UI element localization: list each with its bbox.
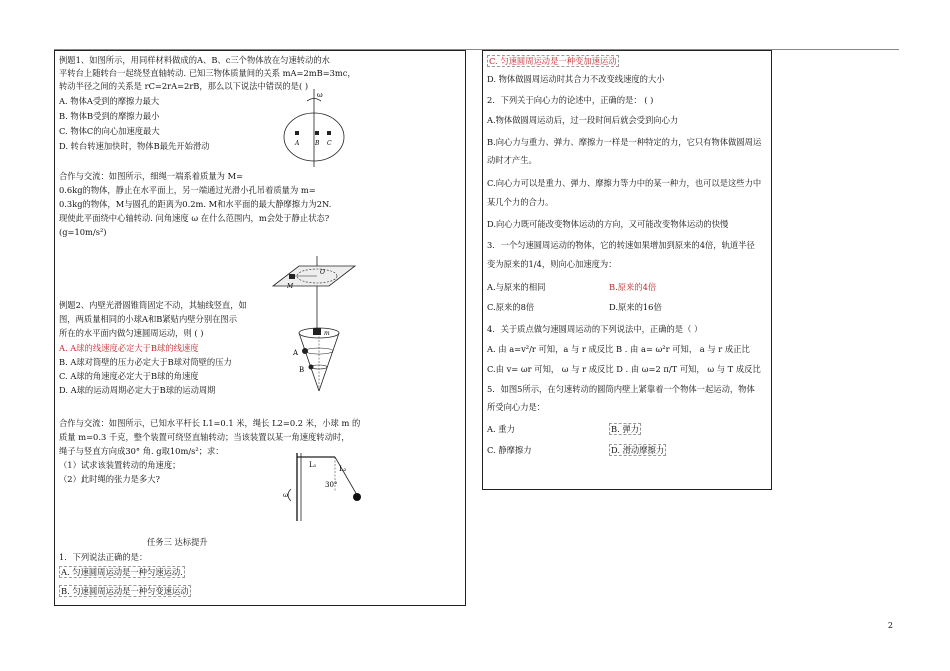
coop1-line: 0.6kg的物体，静止在水平面上，另一端通过光滑小孔吊着质量为 m= xyxy=(59,185,316,195)
q4-stem: 4．关于质点做匀速圆周运动的下列说法中，正确的是（ ） xyxy=(487,324,703,334)
q3-option-a: A.与原来的相同 xyxy=(487,282,546,292)
coop1-line: 现使此平面绕中心轴转动. 问角速度 ω 在什么范围内，m会处于静止状态? xyxy=(59,213,330,223)
ex1-line: 例题1、如图所示，用同样材料做成的A、B、c三个物体放在匀速转动的水 xyxy=(59,55,330,65)
label-big-m: M xyxy=(287,283,294,290)
ex2-line: 例题2、内壁光滑圆锥筒固定不动，其轴线竖直，如 xyxy=(59,300,247,310)
ex2-line: 图，两质量相同的小球A和B紧贴内壁分别在图示 xyxy=(59,314,238,324)
q1-option-b: B. 匀速圆周运动是一种匀变速运动 xyxy=(61,586,189,596)
q4-option-cd: C.由 v= ωr 可知， ω 与 r 成反比 D . 由 ω=2 π/T 可知， ω 与 T 成反比 xyxy=(487,364,761,374)
q2-option-a: A.物体做圆周运动后，过一段时间后就会受到向心力 xyxy=(487,115,679,125)
coop2-line: （1）试求该装置转动的角速度； xyxy=(59,460,181,470)
q3-stem-cont: 变为原来的1/4，则向心加速度为： xyxy=(487,259,617,269)
coop2-line: （2）此时绳的张力是多大? xyxy=(59,474,160,484)
ex1-option-b: B. 物体B受到的摩擦力最小 xyxy=(59,111,160,121)
omega-label: ω xyxy=(317,91,323,99)
q1-option-a: A. 匀速圆周运动是一种匀速运动. xyxy=(61,567,183,577)
q2-stem: 2．下列关于向心力的论述中，正确的是： ( ) xyxy=(487,95,654,105)
label-b: B xyxy=(315,140,320,147)
q2-option-c-cont: 某几个力的合力。 xyxy=(487,197,554,207)
ex2-option-b: B. A球对筒壁的压力必定大于B球对筒壁的压力 xyxy=(59,357,232,367)
label-o: O xyxy=(320,269,325,276)
ex2-option-a: A. A球的线速度必定大于B球的线速度 xyxy=(59,343,199,353)
rod-pendulum-figure xyxy=(277,451,367,523)
ex2-option-d: D. A球的运动周期必定大于B球的运动周期 xyxy=(59,385,216,395)
ex2-line: 所在的水平面内做匀速圆周运动，则 ( ) xyxy=(59,328,204,338)
l2-label: L₂ xyxy=(339,465,347,473)
q1-stem: 1．下列说法正确的是： xyxy=(59,552,148,562)
ex1-option-d: D. 转台转速加快时，物体B最先开始滑动 xyxy=(59,141,210,151)
angle-label: 30° xyxy=(325,481,338,489)
q2-option-d: D.向心力既可能改变物体运动的方向，又可能改变物体运动的快慢 xyxy=(487,219,729,229)
coop2-line: 绳子与竖直方向成30° 角. g取10m/s²；求： xyxy=(59,446,224,456)
left-column xyxy=(54,50,466,606)
ex2-option-c: C. A球的角速度必定大于B球的角速度 xyxy=(59,371,199,381)
label-small-m: m xyxy=(324,330,330,337)
turntable-figure xyxy=(279,87,349,169)
label-c: C xyxy=(327,140,332,147)
coop2-line: 质量 m=0.3 千克，整个装置可绕竖直轴转动；当该装置以某一角速度转动时， xyxy=(59,432,350,442)
coop2-line: 合作与交流：如图所示，已知水平杆长 L1=0.1 米，绳长 L2=0.2 米，小球 m 的 xyxy=(59,418,361,428)
coop1-line: 合作与交流：如图所示，细绳一端系着质量为 M= xyxy=(59,171,244,181)
l1-label: L₁ xyxy=(309,461,317,469)
q5-option-b: B. 弹力 xyxy=(611,424,639,434)
q5-stem: 5．如图5所示，在匀速转动的圆筒内壁上紧靠着一个物体一起运动，物体 xyxy=(487,384,755,394)
omega2-label: ω xyxy=(283,492,288,499)
q4-option-ab: A. 由 a=v²/r 可知，a 与 r 成反比 B . 由 a= ω²r 可知， a 与 r 成正比 xyxy=(487,344,750,354)
q2-option-c: C.向心力可以是重力、弹力、摩擦力等力中的某一种力，也可以是这些力中 xyxy=(487,178,762,188)
q5-option-c: C. 静摩擦力 xyxy=(487,445,532,455)
q5-option-a: A. 重力 xyxy=(487,424,515,434)
ex1-option-a: A. 物体A受到的摩擦力最大 xyxy=(59,96,160,106)
ball-b-label: B xyxy=(299,366,305,374)
q3-option-d: D.原来的16倍 xyxy=(609,302,662,312)
ex1-option-c: C. 物体C的向心加速度最大 xyxy=(59,126,160,136)
q5-stem-cont: 所受向心力是： xyxy=(487,402,546,412)
cone-figure xyxy=(283,325,343,395)
right-column xyxy=(482,50,772,490)
q3-stem: 3．一个匀速圆周运动的物体，它的转速如果增加到原来的4倍，轨道半径 xyxy=(487,240,755,250)
q1-option-d: D. 物体做圆周运动时其合力不改变线速度的大小 xyxy=(487,74,665,84)
q1-option-c: C. 匀速圆周运动是一种变加速运动 xyxy=(489,56,617,66)
coop1-line: (g=10m/s²) xyxy=(59,227,107,237)
q2-option-b: B.向心力与重力、弹力、摩擦力一样是一种特定的力，它只有物体做圆周运 xyxy=(487,137,762,147)
q2-option-b-cont: 动时才产生。 xyxy=(487,155,537,165)
ball-a-label: A xyxy=(293,349,299,357)
q5-option-d: D. 滑动摩擦力 xyxy=(611,445,665,455)
label-a: A xyxy=(295,140,300,147)
q3-option-b: B.原来的4倍 xyxy=(609,282,657,292)
q3-option-c: C.原来的8倍 xyxy=(487,302,535,312)
ex1-line: 平转台上随转台一起绕竖直轴转动. 已知三物体质量间的关系 mA=2mB=3mc， xyxy=(59,68,356,78)
coop1-line: 0.3kg的物体，M与圆孔的距离为0.2m. M和水平面的最大静摩擦力为2N. xyxy=(59,199,332,209)
page-number: 2 xyxy=(887,621,893,630)
ex1-line: 转动半径之间的关系是 rC=2rA=2rB，那么以下说法中错误的是( ) xyxy=(59,81,309,91)
task-title: 任务三 达标提升 xyxy=(147,537,208,547)
